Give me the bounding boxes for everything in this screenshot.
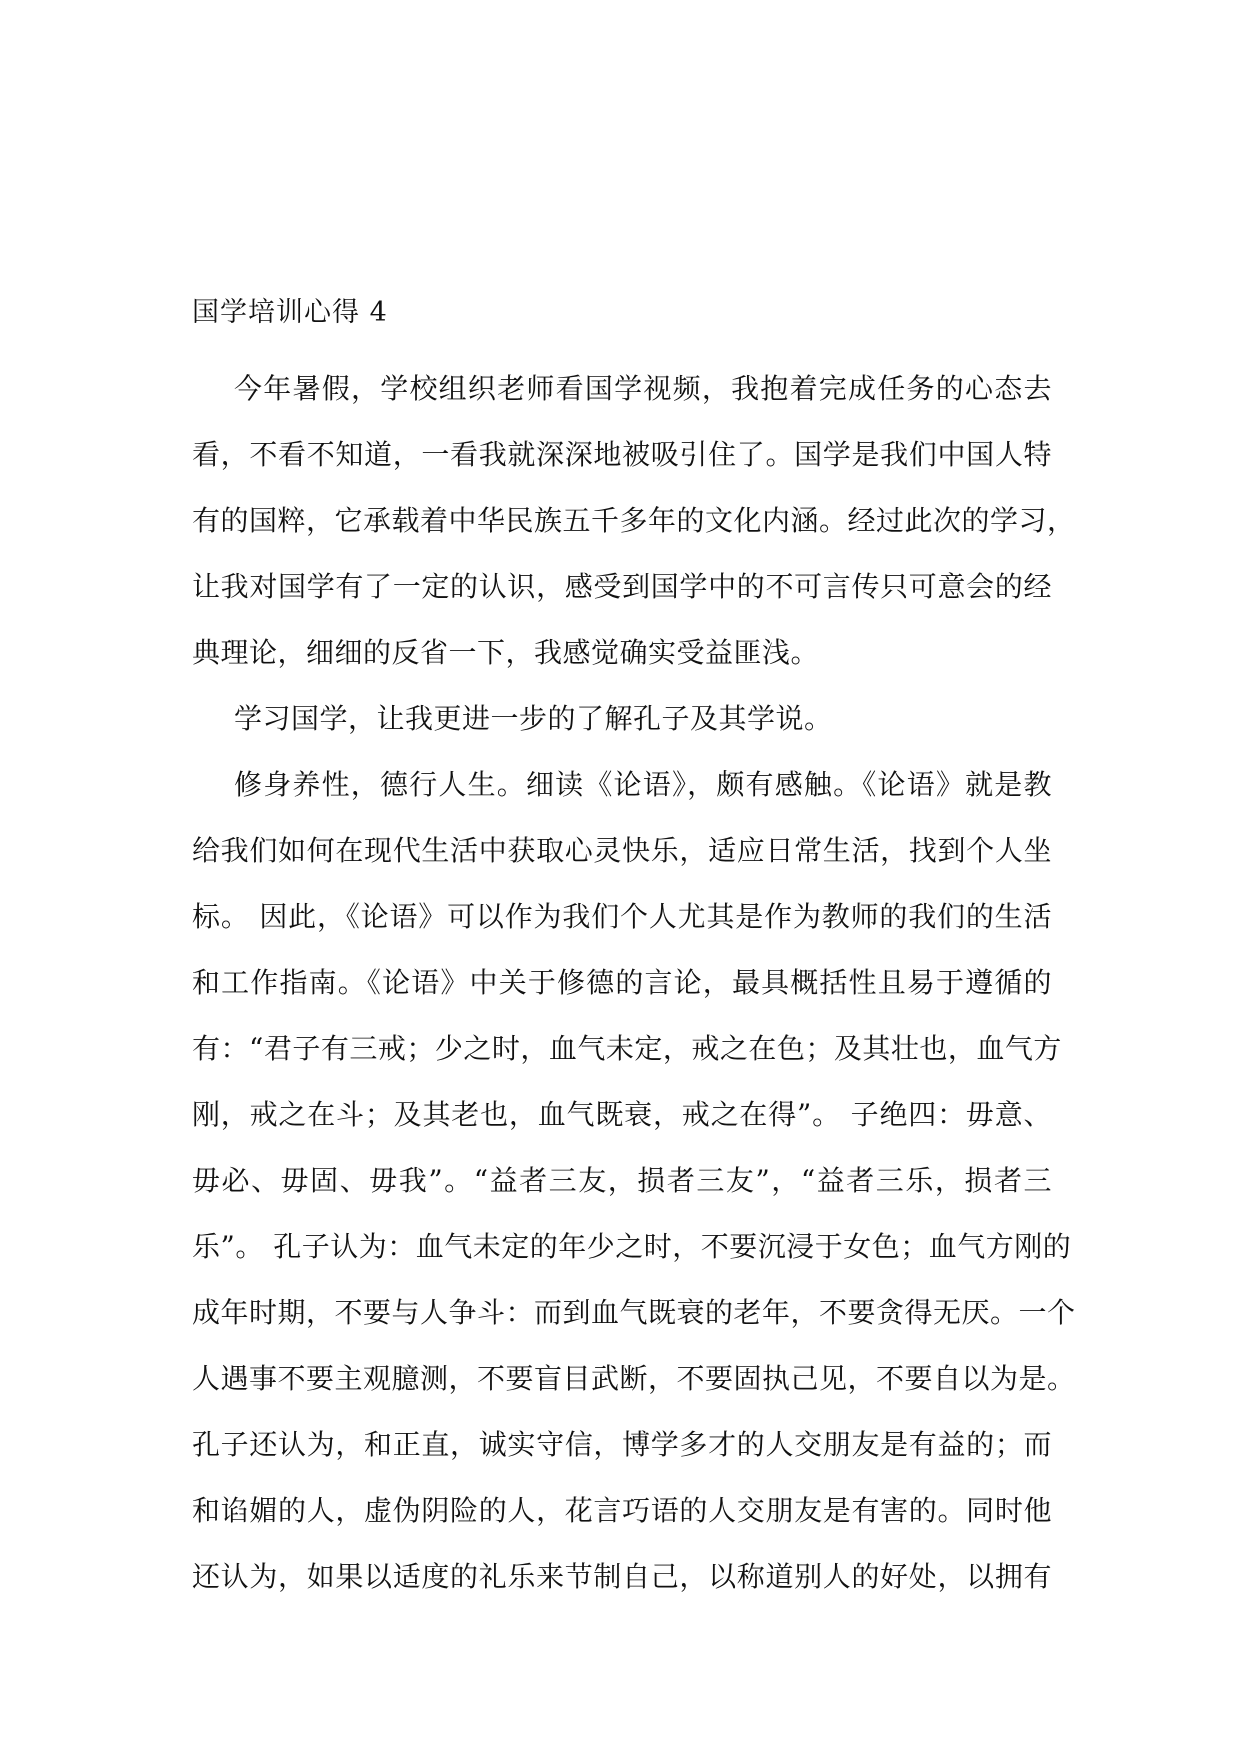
paragraph-2 [192, 686, 1052, 752]
text-line: 典理论，细细的反省一下，我感觉确实受益匪浅。 [192, 636, 820, 669]
text-line: 看，不看不知道，一看我就深深地被吸引住了。国学是我们中国人特 [192, 438, 1052, 471]
text-line: 标。 因此，《论语》可以作为我们个人尤其是作为教师的我们的生活 [192, 900, 1052, 933]
text-line: 毋必、毋固、毋我”。“益者三友，损者三友”，“益者三乐，损者三 [192, 1164, 1052, 1197]
text-line: 给我们如何在现代生活中获取心灵快乐，适应日常生活，找到个人坐 [192, 834, 1052, 867]
text-line: 修身养性，德行人生。细读《论语》，颇有感触。《论语》就是教 [234, 768, 1052, 801]
text-line: 和工作指南。《论语》中关于修德的言论，最具概括性且易于遵循的 [192, 966, 1052, 999]
text-line: 刚，戒之在斗；及其老也，血气既衰，戒之在得”。 子绝四：毋意、 [192, 1098, 1052, 1131]
text-line: 人遇事不要主观臆测，不要盲目武断，不要固执己见，不要自以为是。 [192, 1362, 1076, 1395]
document-title: 国学培训心得 4 [192, 297, 388, 328]
text-line: 成年时期，不要与人争斗：而到血气既衰的老年，不要贪得无厌。一个 [192, 1296, 1076, 1329]
text-line: 和谄媚的人，虚伪阴险的人，花言巧语的人交朋友是有害的。同时他 [192, 1494, 1052, 1527]
document-body [192, 286, 1076, 1610]
paragraph-1 [192, 356, 1076, 686]
paragraph-3 [192, 752, 1076, 1610]
text-line: 学习国学，让我更进一步的了解孔子及其学说。 [234, 702, 833, 735]
text-line: 有的国粹，它承载着中华民族五千多年的文化内涵。经过此次的学习， [192, 504, 1076, 537]
text-line: 有：“君子有三戒；少之时，血气未定，戒之在色；及其壮也，血气方 [192, 1032, 1062, 1065]
text-line: 孔子还认为，和正直，诚实守信，博学多才的人交朋友是有益的；而 [192, 1428, 1052, 1461]
text-line: 还认为，如果以适度的礼乐来节制自己，以称道别人的好处，以拥有 [192, 1560, 1052, 1593]
text-line: 乐”。 孔子认为：血气未定的年少之时，不要沉浸于女色；血气方刚的 [192, 1230, 1072, 1263]
text-line: 今年暑假，学校组织老师看国学视频，我抱着完成任务的心态去 [234, 372, 1052, 405]
text-line: 让我对国学有了一定的认识，感受到国学中的不可言传只可意会的经 [192, 570, 1052, 603]
